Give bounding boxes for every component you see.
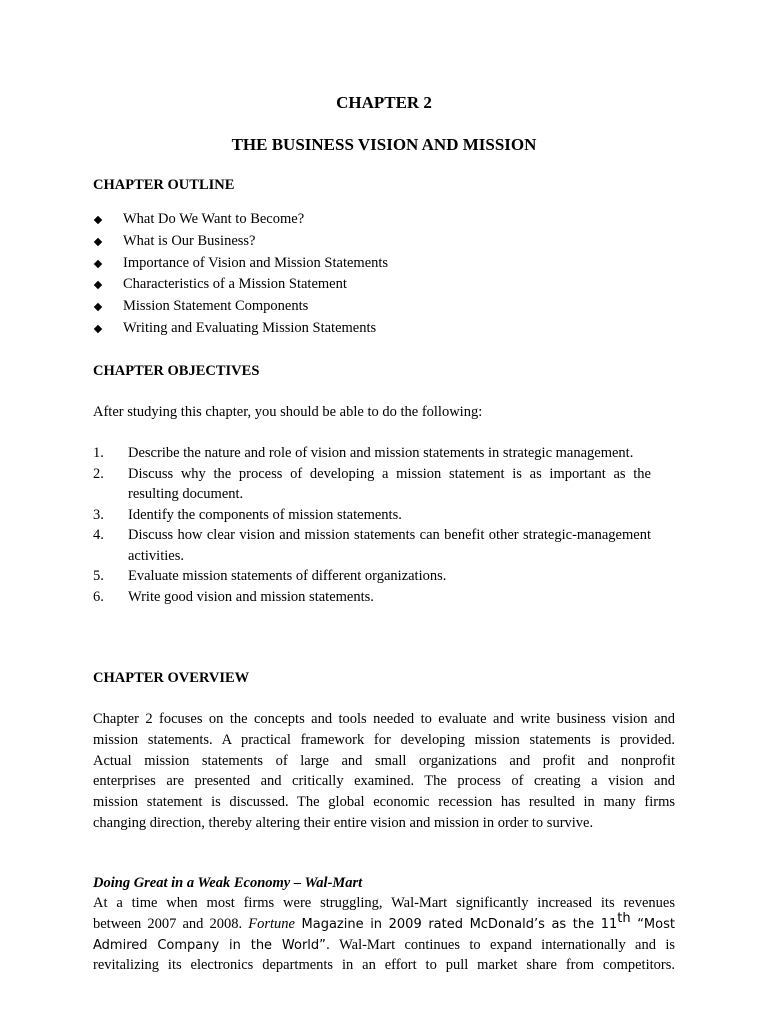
list-item: 2. Discuss why the process of developing a mission statement is as important as the resulting document. bbox=[93, 465, 651, 502]
outline-heading: CHAPTER OUTLINE bbox=[93, 177, 235, 193]
objectives-intro: After studying this chapter, you should be able to do the following: bbox=[93, 404, 483, 420]
list-item: What is Our Business? bbox=[93, 231, 673, 253]
list-item: 4. Discuss how clear vision and mission statements can benefit other strategic-management activities. bbox=[93, 527, 651, 564]
objectives-heading: CHAPTER OBJECTIVES bbox=[93, 363, 260, 379]
list-item: 3. Identify the components of mission statements. bbox=[93, 506, 402, 523]
outline-list bbox=[93, 209, 673, 340]
diamond-bullet-icon bbox=[94, 325, 102, 333]
list-item: 5. Evaluate mission statements of different organizations. bbox=[93, 568, 447, 584]
list-item: Writing and Evaluating Mission Statements bbox=[93, 318, 673, 340]
list-item: What Do We Want to Become? bbox=[93, 209, 673, 231]
chapter-number: CHAPTER 2 bbox=[336, 93, 432, 112]
diamond-bullet-icon bbox=[94, 281, 102, 289]
diamond-bullet-icon bbox=[94, 216, 102, 224]
list-item: Importance of Vision and Mission Statements bbox=[93, 253, 673, 275]
diamond-bullet-icon bbox=[94, 303, 102, 311]
list-item: Characteristics of a Mission Statement bbox=[93, 274, 673, 296]
list-item: 1. Describe the nature and role of vision and mission statements in strategic management. bbox=[93, 445, 634, 461]
list-item: 6. Write good vision and mission statements. bbox=[93, 588, 374, 605]
diamond-bullet-icon bbox=[94, 259, 102, 267]
chapter-title: THE BUSINESS VISION AND MISSION bbox=[231, 135, 537, 154]
objectives-list bbox=[93, 443, 651, 607]
overview-heading: CHAPTER OVERVIEW bbox=[93, 670, 250, 686]
walmart-heading: Doing Great in a Weak Economy – Wal-Mart bbox=[93, 875, 363, 891]
walmart-paragraph: At a time when most firms were struggling, Wal-Mart significantly increased its revenues between 2007 and 2008. Fortune Magazine in 2009 rated McDonald’s as the 11th “Most Admired Company in the World”. Wal-Mart continues to expand internationally and is revitalizing its electronics departments in an effort to pull market share from competitors. bbox=[93, 895, 675, 974]
diamond-bullet-icon bbox=[94, 238, 102, 246]
list-item: Mission Statement Components bbox=[93, 296, 673, 318]
overview-paragraph: Chapter 2 focuses on the concepts and tools needed to evaluate and write business vision and mission statements. A practical framework for developing mission statements is provided. Actual mission statements of large and small organizations and profit and nonprofit enterprises are presented and critically examined. The process of creating a vision and mission statement is discussed. The global economic recession has resulted in many firms changing direction, thereby altering their entire vision and mission in order to survive. bbox=[93, 711, 675, 831]
